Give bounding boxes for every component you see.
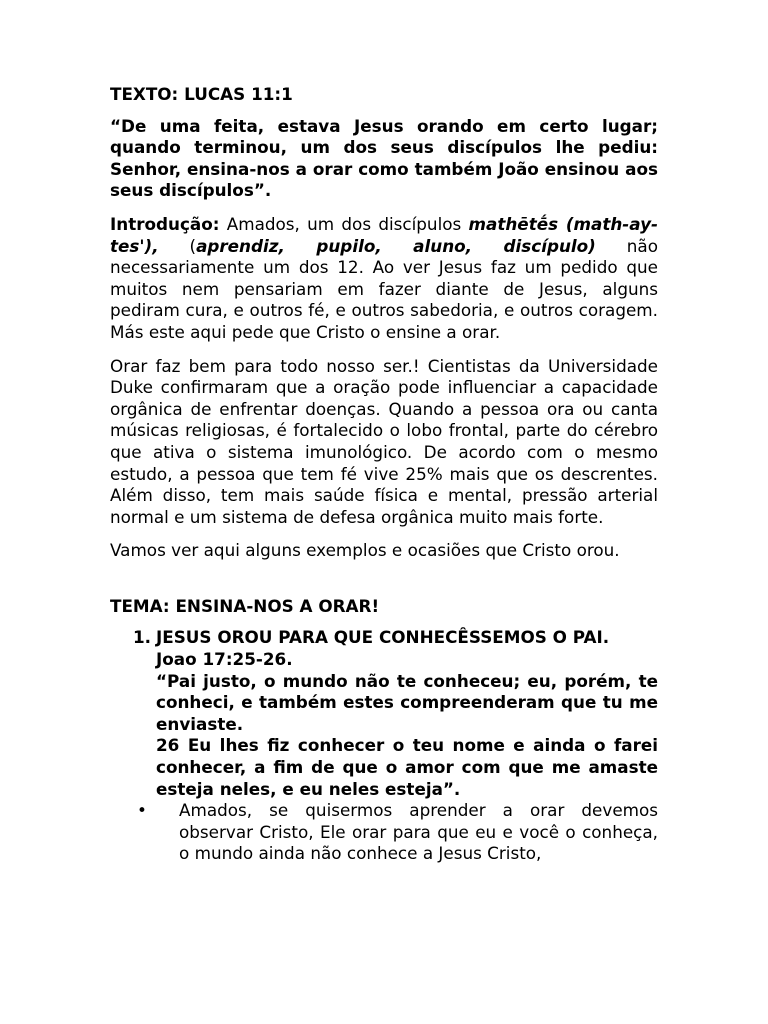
numbered-list-item	[110, 627, 658, 800]
introduction-paragraph	[110, 214, 658, 344]
introduction-text-start: Amados, um dos discípulos	[219, 213, 469, 234]
introduction-label: Introdução:	[110, 213, 220, 234]
verse-26: 26 Eu lhes fiz conhecer o teu nome e ainda o farei conhecer, a fim de que o amor com que me amaste esteja neles, e eu neles esteja”.	[156, 735, 658, 799]
document-page	[110, 84, 658, 865]
term-meanings: aprendiz, pupilo, aluno, discípulo)	[196, 235, 596, 256]
bullet-text: Amados, se quisermos aprender a orar devemos observar Cristo, Ele orar para que eu e você o conheça, o mundo ainda não conhece a Jesus Cristo,	[179, 800, 658, 864]
theme-heading: TEMA: ENSINA-NOS A ORAR!	[110, 595, 380, 616]
greek-term: mathētḗs (math-ay-tes'),	[110, 213, 658, 256]
examples-paragraph: Vamos ver aqui alguns exemplos e ocasiões que Cristo orou.	[110, 540, 620, 561]
list-item-heading: JESUS OROU PARA QUE CONHECÊSSEMOS O PAI.	[156, 627, 610, 648]
list-number: 1.	[133, 627, 152, 648]
list-item-body	[156, 627, 658, 800]
verse-25: “Pai justo, o mundo não te conheceu; eu, porém, te conheci, e também estes compreenderam que tu me enviaste.	[156, 670, 658, 734]
bullet-icon: •	[137, 800, 147, 821]
prayer-benefits-paragraph: Orar faz bem para todo nosso ser.! Cientistas da Universidade Duke confirmaram que a oração pode influenciar a capacidade orgânica de enfrentar doenças. Quando a pessoa ora ou canta músicas religiosas, é fortalecido o lobo frontal, parte do cérebro que ativa o sistema imunológico. De acordo com o mesmo estudo, a pessoa que tem fé vive 25% mais que os descrentes. Além disso, tem mais saúde física e mental, pressão arterial normal e um sistema de defesa orgânica muito mais forte.	[110, 355, 658, 527]
paren-open: (	[158, 235, 197, 256]
bible-reference: Joao 17:25-26.	[156, 649, 293, 670]
bullet-list-item	[137, 800, 658, 865]
scripture-title: TEXTO: LUCAS 11:1	[110, 84, 293, 104]
introduction-text-end: não necessariamente um dos 12. Ao ver Jesus faz um pedido que muitos nem pensariam em fazer diante de Jesus, alguns pediram cura, e outros fé, e outros sabedoria, e outros coragem. Más este aqui pede que Cristo o ensine a orar.	[110, 235, 658, 342]
scripture-quote: “De uma feita, estava Jesus orando em certo lugar; quando terminou, um dos seus discípulos lhe pediu: Senhor, ensina-nos a orar como também João ensinou aos seus discípulos”.	[110, 115, 658, 201]
